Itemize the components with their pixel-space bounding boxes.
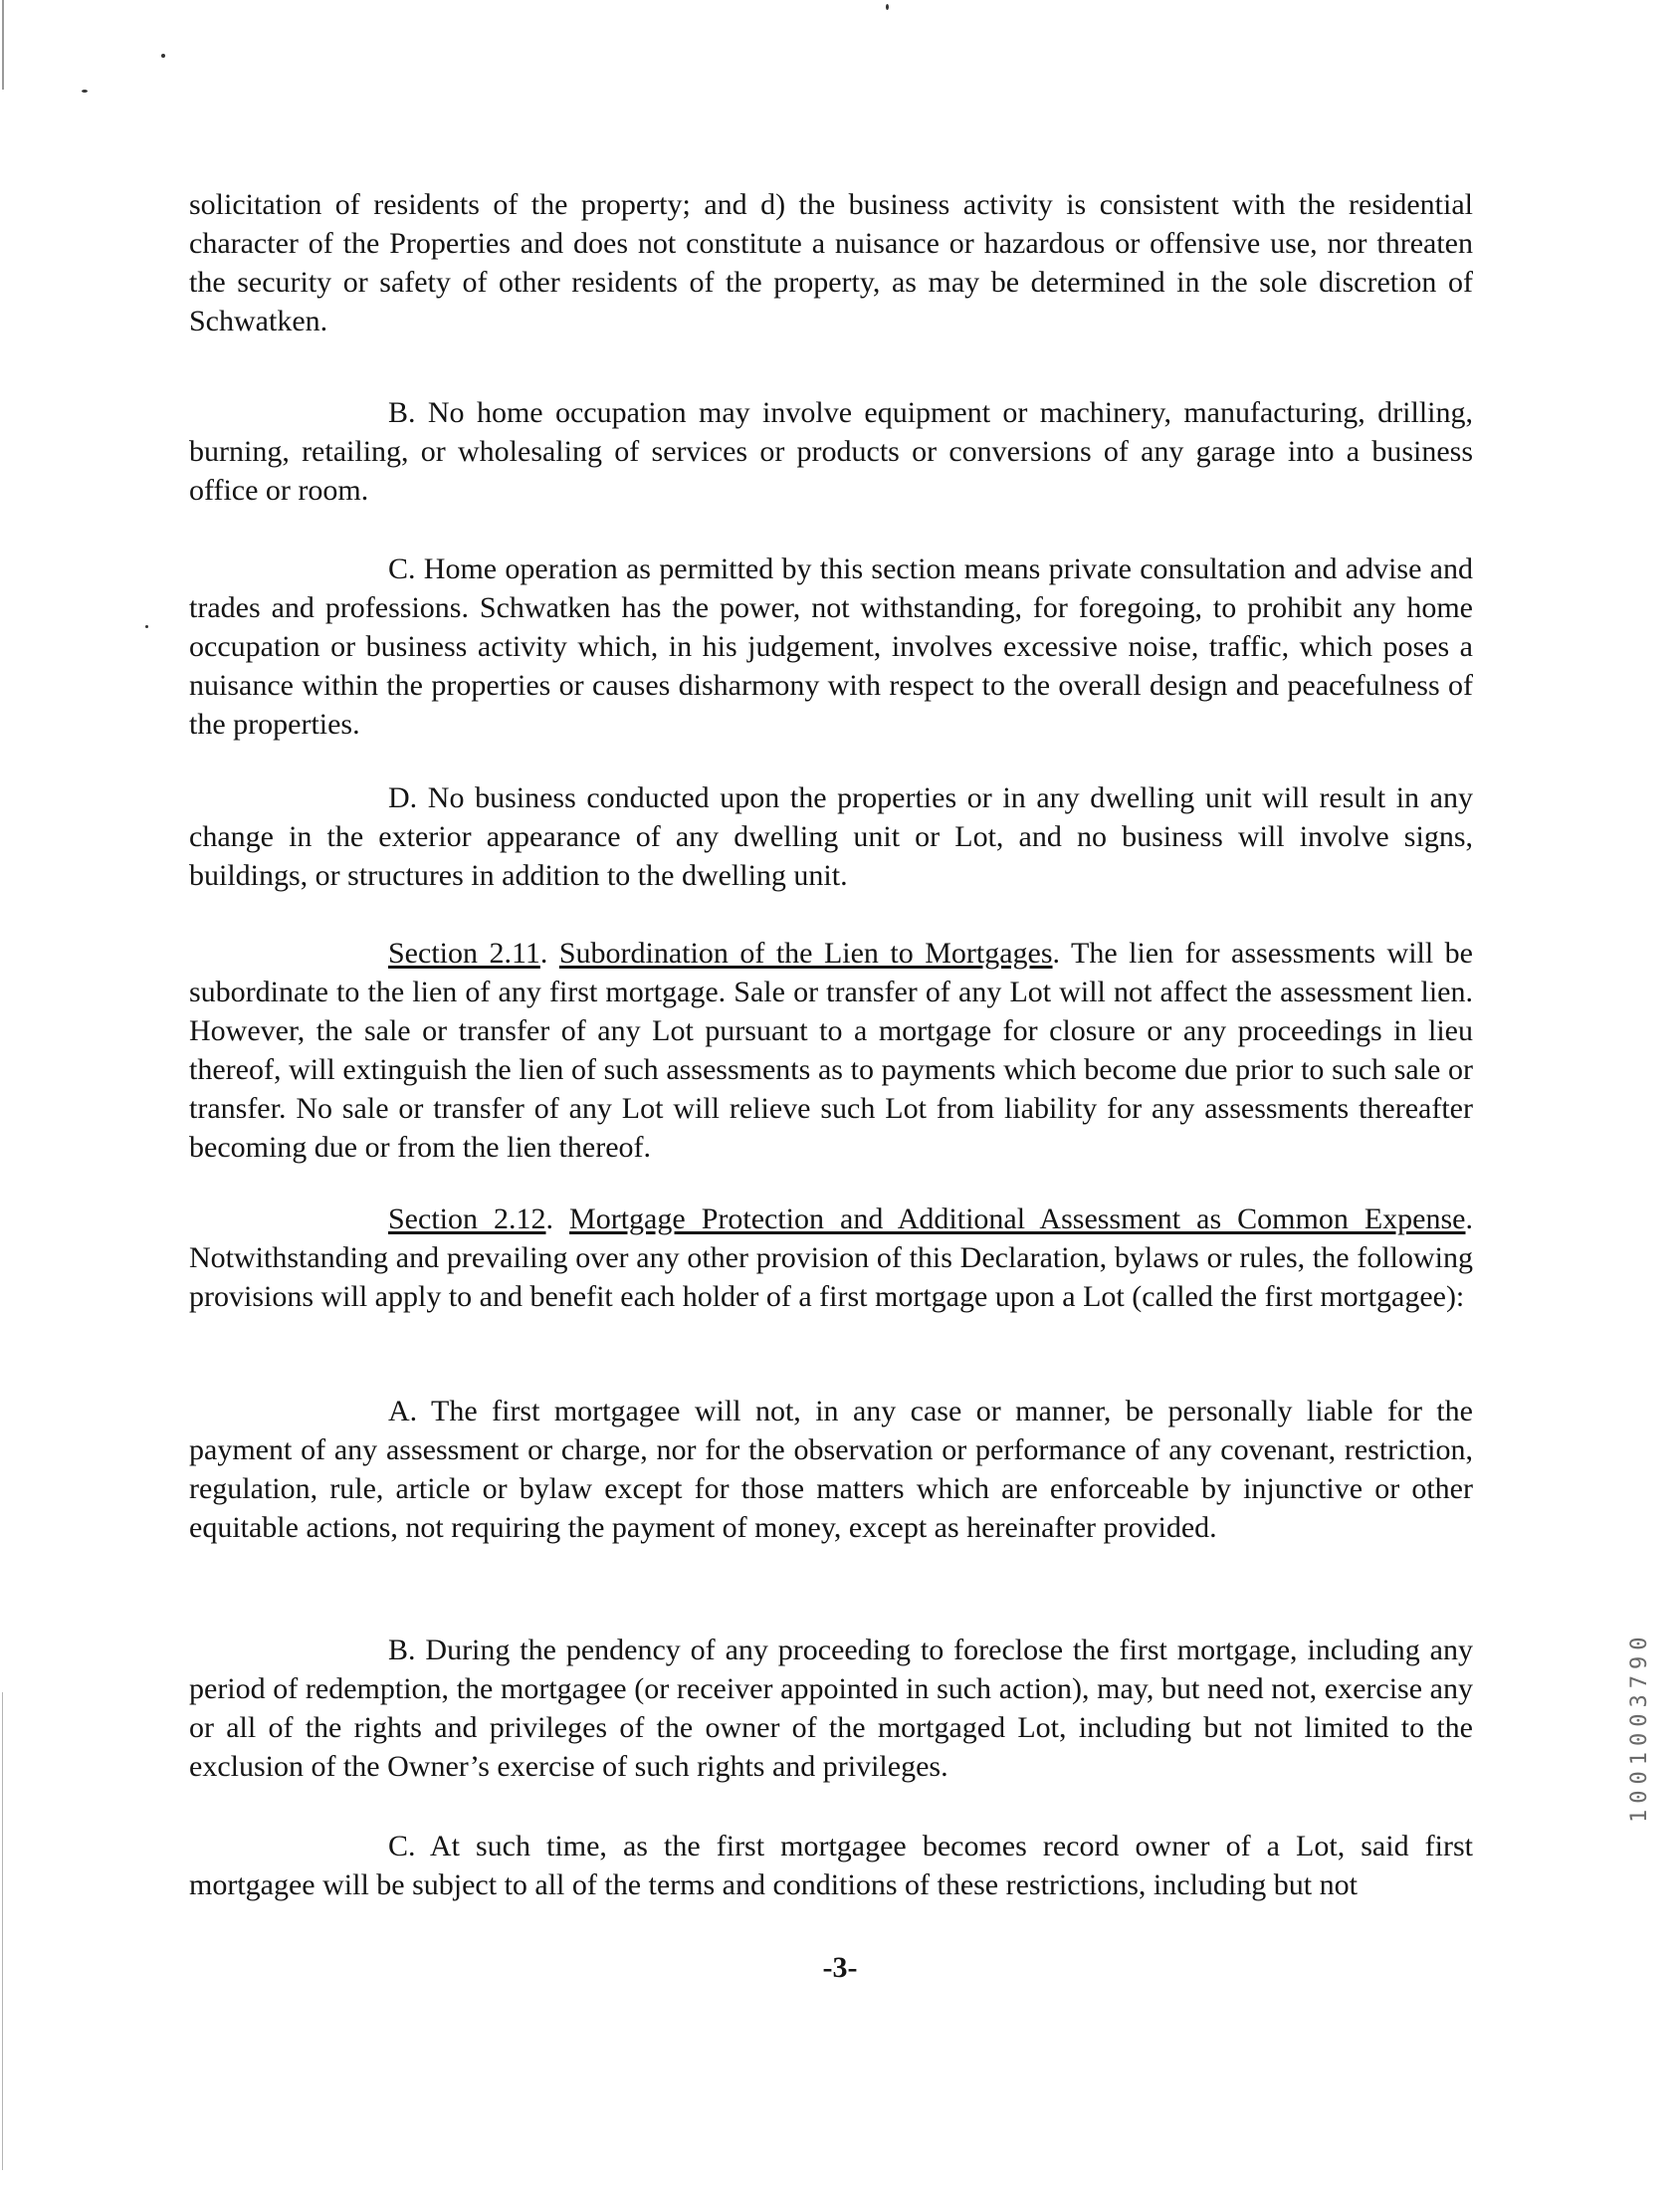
underlined-heading-text: Mortgage Protection and Additional Assessment as Common Expense (569, 1202, 1466, 1235)
paragraph-text: C. At such time, as the first mortgagee becomes record owner of a Lot, said first mortgagee will be subject to all of the terms and conditions of these restrictions, including but not (189, 1830, 1473, 1901)
paragraph-text: . Notwithstanding and prevailing over any other provision of this Declaration, bylaws or rules, the following provisions will apply to and benefit each holder of a first mortgage upon a Lot (called the first mortgagee): (189, 1202, 1473, 1313)
paragraph-text: A. The first mortgagee will not, in any case or manner, be personally liable for the payment of any assessment or charge, nor for the observation or performance of any covenant, restriction, regulation, rule, article or bylaw except for those matters which are enforceable by injunctive or other equitable actions, not requiring the payment of money, except as hereinafter provided. (189, 1395, 1473, 1544)
paragraph-d-no-business (189, 778, 1473, 895)
paragraph-text: B. During the pendency of any proceeding to foreclose the first mortgage, including any period of redemption, the mortgagee (or receiver appointed in such action), may, but need not, exercise any or all of the rights and privileges of the owner of the mortgaged Lot, including but not limited to the exclusion of the Owner’s exercise of such rights and privileges. (189, 1634, 1473, 1783)
paragraph-text: . (545, 1202, 570, 1235)
scan-speck (82, 90, 88, 93)
paragraph-b-no-home-occupation (189, 393, 1473, 510)
paragraph-text: . (539, 937, 559, 970)
underlined-heading-text: Subordination of the Lien to Mortgages (558, 937, 1053, 970)
page-number: -3- (822, 1951, 858, 1984)
scan-edge-line (2, 0, 4, 90)
scan-speck (886, 4, 889, 10)
paragraph-text: . The lien for assessments will be subordinate to the lien of any first mortgage. Sale or transfer of any Lot will not affect the assessment lien. However, the sale or transfer of any Lot pursuant to a mortgage for closure or any proceedings in lieu thereof, will extinguish the lien of such assessments as to payments which become due prior to such sale or transfer. No sale or transfer of any Lot will relieve such Lot from liability for any assessments thereafter becoming due or from the lien thereof. (189, 937, 1474, 1164)
paragraph-a-first-mortgagee (189, 1392, 1473, 1547)
scan-edge-line (2, 1692, 3, 2170)
scan-speck (161, 54, 165, 58)
paragraph-b-pendency (189, 1631, 1473, 1786)
paragraph-section-2-11 (189, 934, 1473, 1167)
underlined-heading-text: Section 2.12 (388, 1202, 546, 1235)
paragraph-section-2-12 (189, 1200, 1473, 1316)
margin-stamp-number: 1001003790 (1627, 1631, 1652, 1824)
paragraph-text: C. Home operation as permitted by this section means private consultation and advise and trades and professions. Schwatken has the power, not withstanding, for foregoing, to prohibit any home occupation or business activity which, in his judgement, involves excessive noise, traffic, which poses a nuisance within the properties or causes disharmony with respect to the overall design and peacefulness of the properties. (189, 552, 1473, 741)
underlined-heading-text: Section 2.11 (388, 937, 540, 970)
paragraph-text: B. No home occupation may involve equipment or machinery, manufacturing, drilling, burning, retailing, or wholesaling of services or products or conversions of any garage into a business office or room. (189, 396, 1473, 507)
paragraph-c-record-owner (189, 1827, 1473, 1904)
scan-speck (145, 625, 148, 628)
paragraph-residential-character (189, 185, 1473, 340)
paragraph-c-home-operation (189, 549, 1473, 744)
paragraph-text: D. No business conducted upon the properties or in any dwelling unit will result in any change in the exterior appearance of any dwelling unit or Lot, and no business will involve signs, buildings, or structures in addition to the dwelling unit. (189, 781, 1473, 892)
paragraph-text: solicitation of residents of the property; and d) the business activity is consistent with the residential character of the Properties and does not constitute a nuisance or hazardous or offensive use, nor threaten the security or safety of other residents of the property, as may be determined in the sole discretion of Schwatken. (189, 188, 1473, 337)
